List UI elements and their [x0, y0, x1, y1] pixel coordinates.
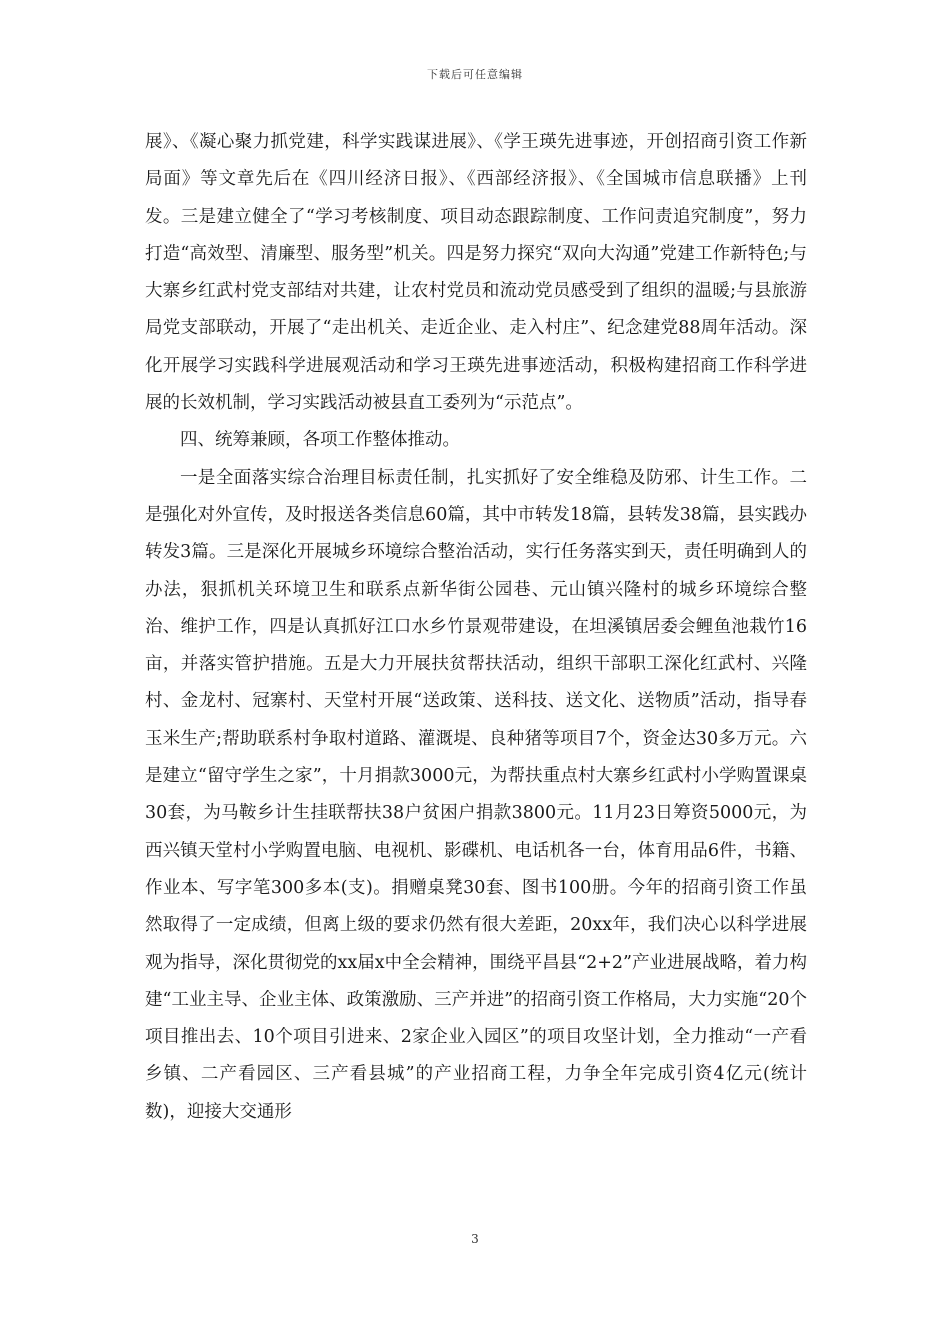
paragraph: 一是全面落实综合治理目标责任制，扎实抓好了安全维稳及防邪、计生工作。二是强化对外宣传，及时报送各类信息60篇，其中市转发18篇，县转发38篇，县实践办转发3篇。三是深化开展城乡环境综合整治活动，实行任务落实到天，责任明确到人的办法，狠抓机关环境卫生和联系点新华街公园巷、元山镇兴隆村的城乡环境综合整治、维护工作，四是认真抓好江口水乡竹景观带建设，在坦溪镇居委会鲤鱼池栽竹16亩，并落实管护措施。五是大力开展扶贫帮扶活动，组织干部职工深化红武村、兴隆村、金龙村、冠寨村、天堂村开展“送政策、送科技、送文化、送物质”活动，指导春玉米生产;帮助联系村争取村道路、灌溉堤、良种猪等项目7个，资金达30多万元。六是建立“留守学生之家”，十月捐款3000元，为帮扶重点村大寨乡红武村小学购置课桌30套，为马鞍乡计生挂联帮扶38户贫困户捐款3800元。11月23日筹资5000元，为西兴镇天堂村小学购置电脑、电视机、影碟机、电话机各一台，体育用品6件，书籍、作业本、写字笔300多本(支)。捐赠桌凳30套、图书100册。今年的招商引资工作虽然取得了一定成绩，但离上级的要求仍然有很大差距，20xx年，我们决心以科学进展观为指导，深化贯彻党的xx届x中全会精神，围绕平昌县“2+2”产业进展战略，着力构建“工业主导、企业主体、政策激励、三产并进”的招商引资工作格局，大力实施“20个项目推出去、10个项目引进来、2家企业入园区”的项目攻坚计划，全力推动“一产看乡镇、二产看园区、三产看县城”的产业招商工程，力争全年完成引资4亿元(统计数)，迎接大交通形: [145, 467, 807, 1122]
page-header: 下载后可任意编辑: [427, 68, 523, 81]
paragraph-continuation: 展》、《凝心聚力抓党建，科学实践谋进展》、《学王瑛先进事迹，开创招商引资工作新局面》等文章先后在《四川经济日报》、《西部经济报》、《全国城市信息联播》上刊发。三是建立健全了“学习考核制度、项目动态跟踪制度、工作问责追究制度”，努力打造“高效型、清廉型、服务型”机关。四是努力探究“双向大沟通”党建工作新特色;与大寨乡红武村党支部结对共建，让农村党员和流动党员感受到了组织的温暖;与县旅游局党支部联动，开展了“走出机关、走近企业、走入村庄”、纪念建党88周年活动。深化开展学习实践科学进展观活动和学习王瑛先进事迹活动，积极构建招商工作科学进展的长效机制，学习实践活动被县直工委列为“示范点”。: [145, 132, 807, 414]
section-heading: 四、统筹兼顾，各项工作整体推动。: [180, 430, 460, 451]
page-number: 3: [471, 1232, 479, 1246]
document-body: [145, 124, 807, 1131]
